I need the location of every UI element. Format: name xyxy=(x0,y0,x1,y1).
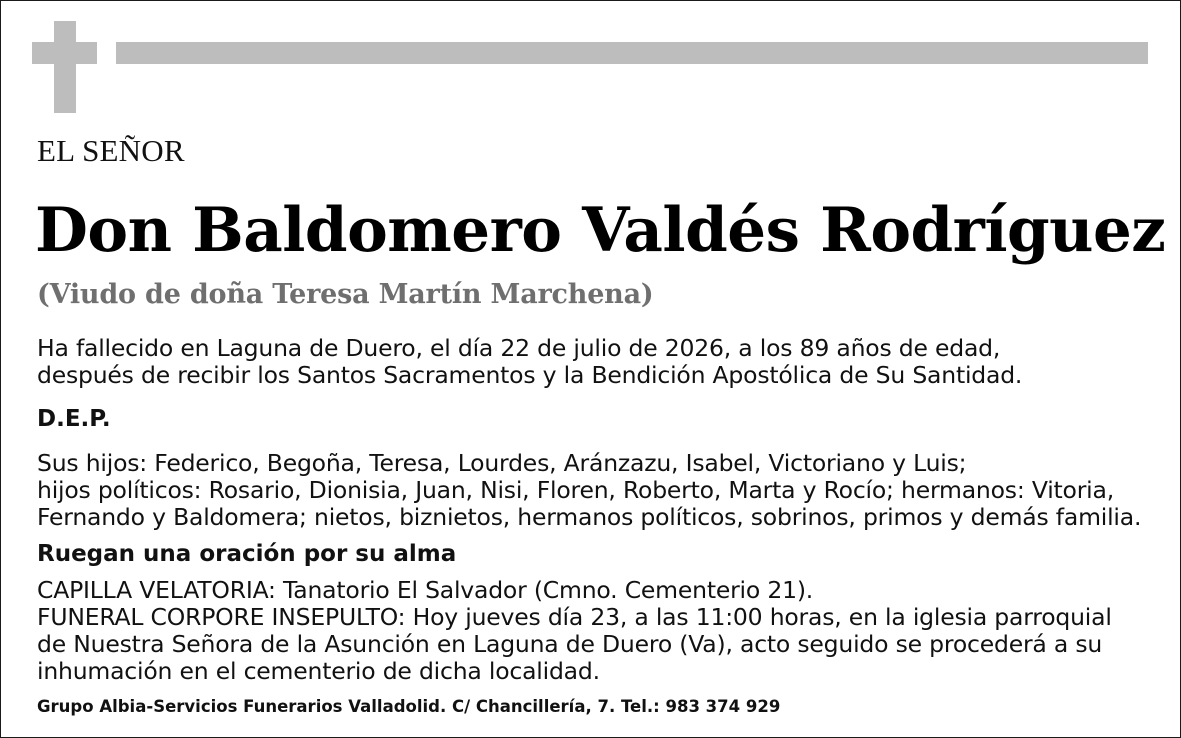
funeral-line: de Nuestra Señora de la Asunción en Laguna de Duero (Va), acto seguido se procederá a su xyxy=(37,630,1103,658)
funeral-line: CAPILLA VELATORIA: Tanatorio El Salvador (Cmno. Cementerio 21). xyxy=(37,576,814,604)
cross-horizontal-bar xyxy=(32,42,97,64)
intro-title: EL SEÑOR xyxy=(37,133,185,168)
family-line: hijos políticos: Rosario, Dionisia, Juan, Nisi, Floren, Roberto, Marta y Rocío; hermanos: Vitoria, xyxy=(37,476,1114,504)
family-line: Sus hijos: Federico, Begoña, Teresa, Lourdes, Aránzazu, Isabel, Victoriano y Luis; xyxy=(37,449,967,477)
family-line: Fernando y Baldomera; nietos, biznietos, hermanos políticos, sobrinos, primos y demás familia. xyxy=(37,503,1142,531)
death-line: Ha fallecido en Laguna de Duero, el día 22 de julio de 2026, a los 89 años de edad, xyxy=(37,334,1001,362)
family-list xyxy=(37,450,1141,531)
deceased-name: Don Baldomero Valdés Rodríguez xyxy=(35,195,1166,266)
funeral-home-footer: Grupo Albia-Servicios Funerarios Valladolid. C/ Chancillería, 7. Tel.: 983 374 929 xyxy=(37,697,781,716)
header-rule xyxy=(116,42,1148,64)
funeral-details xyxy=(37,577,1112,685)
dep-label: D.E.P. xyxy=(37,406,111,432)
prayer-request: Ruegan una oración por su alma xyxy=(37,541,457,567)
funeral-line: FUNERAL CORPORE INSEPULTO: Hoy jueves día 23, a las 11:00 horas, en la iglesia parroquial xyxy=(37,603,1112,631)
cross-vertical-bar xyxy=(54,21,76,113)
spouse-note: (Viudo de doña Teresa Martín Marchena) xyxy=(37,279,654,310)
funeral-line: inhumación en el cementerio de dicha localidad. xyxy=(37,657,600,685)
death-line: después de recibir los Santos Sacramentos y la Bendición Apostólica de Su Santidad. xyxy=(37,361,1023,389)
death-announcement xyxy=(37,335,1022,389)
